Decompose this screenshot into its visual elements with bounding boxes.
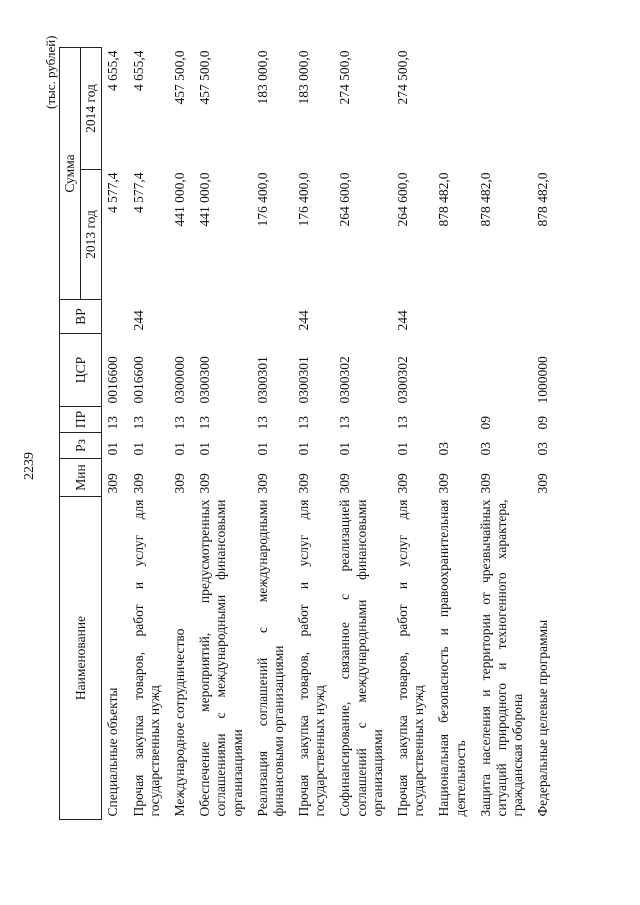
header-pr: ПР [60,407,102,433]
row-2013: 264 600,0 [395,172,410,227]
row-pr: 13 [337,416,353,430]
row-vr [334,300,392,334]
header-row [60,47,81,819]
row-2013: 264 600,0 [337,172,353,227]
row-name: Реализация соглашений с международными финансовыми организациями [254,499,286,817]
row-vr [532,300,557,334]
table-row [102,47,128,819]
row-vr [433,300,474,334]
row-2014 [433,47,474,169]
row-rz: 01 [171,442,187,456]
row-csr [475,334,533,407]
row-csr: 0016600 [130,356,146,404]
row-pr: 09 [535,416,551,430]
row-2014 [475,47,533,169]
row-min: 309 [395,473,410,494]
row-2014: 183 000,0 [254,50,270,105]
row-pr: 09 [477,416,493,430]
row-name: Прочая закупка товаров, работ и услуг для государственных нужд [130,499,162,817]
header-rz: Рз [60,433,102,459]
row-rz: 01 [296,442,312,456]
table-row [293,47,334,819]
row-min: 309 [105,473,121,494]
row-rz: 01 [337,442,353,456]
row-min: 309 [171,473,187,494]
row-min: 309 [296,473,312,494]
row-vr [194,300,252,334]
row-vr [169,300,194,334]
row-pr [433,407,474,433]
page-number: 2239 [22,452,37,480]
row-min: 309 [197,473,213,494]
row-2013: 176 400,0 [296,172,312,227]
row-2013: 441 000,0 [171,172,187,227]
row-pr: 13 [254,416,270,430]
row-2013: 4 577,4 [105,172,121,213]
row-name: Прочая закупка товаров, работ и услуг для государственных нужд [296,499,328,817]
row-min: 309 [130,473,146,494]
header-name: Наименование [60,497,102,820]
table-row [334,47,392,819]
row-rz: 01 [197,442,213,456]
row-pr: 13 [171,416,187,430]
row-2013: 878 482,0 [535,172,551,227]
row-vr: 244 [296,310,312,331]
row-name: Софинансирование, связанное с реализацией соглашений с международными финансовыми организациями [337,499,385,817]
row-csr: 0300302 [395,356,410,404]
row-csr: 0300301 [296,356,312,404]
row-name: Федеральные целевые программы [535,619,551,817]
row-2014: 183 000,0 [296,50,312,105]
row-csr: 0300302 [337,356,353,404]
row-2014: 4 655,4 [105,50,121,91]
row-2014: 274 500,0 [337,50,353,105]
row-csr: 0016600 [105,356,121,404]
table-row [433,47,474,819]
row-rz: 03 [436,442,452,456]
header-vr: ВР [60,300,102,334]
row-name: Прочая закупка товаров, работ и услуг для государственных нужд [395,499,427,817]
row-min: 309 [254,473,270,494]
row-2014: 457 500,0 [197,50,213,105]
budget-table [59,47,558,820]
row-csr: 0300301 [254,356,270,404]
header-csr: ЦСР [60,334,102,407]
row-2013: 4 577,4 [130,172,146,213]
row-min: 309 [337,473,353,494]
row-2013: 878 482,0 [436,172,452,227]
header-2014: 2014 год [81,47,102,169]
table-body [102,47,558,819]
row-vr: 244 [130,310,146,331]
row-pr: 13 [197,416,213,430]
row-min: 309 [535,473,551,494]
header-min: Мин [60,459,102,497]
row-rz: 03 [477,442,493,456]
row-csr [433,334,474,407]
row-rz: 01 [130,442,146,456]
row-csr: 0300300 [197,356,213,404]
row-name: Международное сотрудничество [171,628,187,817]
units-note: (тыс. рублей) [43,35,58,109]
header-2013: 2013 год [81,170,102,300]
row-2014: 274 500,0 [395,50,410,105]
table-row [475,47,533,819]
row-rz: 01 [395,442,410,456]
row-vr [102,300,128,334]
row-csr: 1000000 [535,356,551,404]
row-rz: 01 [105,442,121,456]
table-row [392,47,433,819]
row-rz: 03 [535,442,551,456]
table-row [194,47,252,819]
row-2013: 441 000,0 [197,172,213,227]
row-vr [252,300,293,334]
row-min: 309 [436,473,452,494]
table-row [532,47,557,819]
row-name: Специальные объекты [105,687,121,817]
header-sum: Сумма [60,47,81,299]
row-min: 309 [477,473,493,494]
row-2013: 176 400,0 [254,172,270,227]
table-row [128,47,169,819]
row-pr: 13 [105,416,121,430]
row-2013: 878 482,0 [477,172,493,227]
row-pr: 13 [130,416,146,430]
row-vr [475,300,533,334]
row-rz: 01 [254,442,270,456]
row-vr: 244 [395,310,410,331]
row-pr: 13 [395,416,410,430]
table-row [169,47,194,819]
row-name: Обеспечение мероприятий, предусмотренных соглашениями с международными финансовыми организациями [197,499,245,817]
row-pr: 13 [296,416,312,430]
row-2014: 4 655,4 [130,50,146,91]
row-2014 [532,47,557,169]
row-csr: 0300000 [171,356,187,404]
row-name: Защита населения и территории от чрезвычайных ситуаций природного и техногенного характера, гражданская оборона [477,499,526,817]
row-2014: 457 500,0 [171,50,187,105]
row-name: Национальная безопасность и правоохранительная деятельность [436,499,468,817]
table-row [252,47,293,819]
